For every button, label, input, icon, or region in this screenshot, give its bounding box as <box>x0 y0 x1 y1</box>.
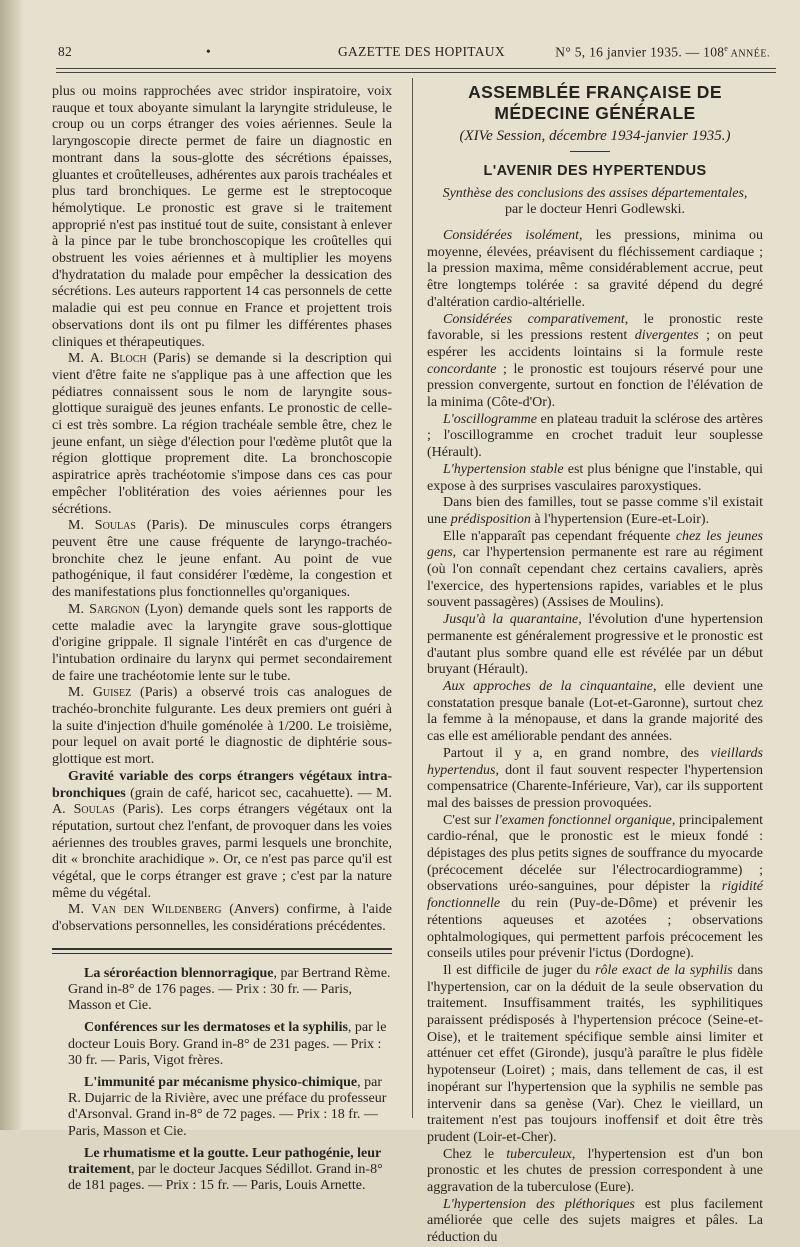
page-spine-shadow <box>0 0 24 1130</box>
paragraph: L'oscillogramme en plateau traduit la sclérose des artères ; l'oscillogramme en crochet traduit leur souplesse (Hérault). <box>427 411 763 461</box>
paragraph: L'hypertension stable est plus bénigne que l'instable, qui expose à des surprises vasculaires paroxystiques. <box>427 461 763 494</box>
article-title: L'AVENIR DES HYPERTENDUS <box>483 163 707 179</box>
header-rule <box>56 68 776 69</box>
section-rule <box>52 948 392 950</box>
paragraph: Considérées isolément, les pressions, minima ou moyenne, élevées, préavisent du fléchissement cardiaque ; la pression maxima, même considérablement accrue, peut être longtemps tolérée : sa gravité dépend du degré d'altération cardio-altérielle. <box>427 228 764 310</box>
session-line: (XIVe Session, décembre 1934-janvier 1935.) <box>459 128 731 144</box>
paragraph: C'est sur l'examen fonctionnel organique, principalement cardio-rénal, que le pronostic est le mieux fondé : dépistages des plus petits signes de souffrance du myocarde (précocement décelée sur l'électrocardiogramme) ; observations uréo-sanguines, pour dépister la rigidité fonctionnelle du rein (Puy-de-Dôme) et prévenir les rétentions aqueuses et azotées ; observations ophtalmologiques, qui permettent parfois précocement les conseils utiles pour prévenir l'ictus (Dordogne). <box>427 812 764 962</box>
paragraph-wildenberg: M. Van den Wildenberg (Anvers) confirme, à l'aide d'observations personnelles, les considérations précédentes. <box>52 902 393 935</box>
section-rule-thin <box>52 953 392 954</box>
issue-info: N° 5, 16 janvier 1935. — 108e ANNÉE. <box>555 44 770 60</box>
paragraph: Dans bien des familles, tout se passe comme s'il existait une prédisposition à l'hypertension (Eure-et-Loir). <box>427 495 763 527</box>
left-column <box>52 84 392 1195</box>
paragraph: Elle n'apparaît pas cependant fréquente chez les jeunes gens, car l'hypertension permanente est rare au régiment (où l'on connaît cependant chez certains cavaliers, après l'exercice, des hypertensions rapides, variables et le plus souvent passagères) (Assises de Moulins). <box>427 528 763 611</box>
paragraph-guisez: M. Guisez (Paris) a observé trois cas analogues de trachéo-bronchite fulgurante. Les deux premiers ont guéri à la suite d'injection d'huile goménolée à 1/200. Le troisième, pour lequel on avait porté le diagnostic de diphtérie sous-glottique est mort. <box>52 685 392 768</box>
bibliography-entry: Le rhumatisme et la goutte. Leur pathogénie, leur traitement, par le docteur Jacques Sédillot. Grand in-8° de 181 pages. — Prix : 15 fr. — Paris, Louis Arnette. <box>68 1145 383 1194</box>
header-dot: • <box>206 44 212 59</box>
running-header <box>58 44 770 64</box>
article-byline: Synthèse des conclusions des assises départementales, par le docteur Henri Godlewski. <box>442 186 748 217</box>
column-divider <box>412 78 413 1118</box>
bibliography-entry: L'immunité par mécanisme physico-chimique, par R. Dujarric de la Rivière, avec une préface du professeur d'Arsonval. Grand in-8° de 72 pages. — Prix : 18 fr. — Paris, Masson et Cie. <box>68 1075 387 1139</box>
paragraph: Aux approches de la cinquantaine, elle devient une constatation presque banale (Lot-et-Garonne), surtout chez la femme à la ménopause, et dans la grande majorité des cas elle est améliorable pendant des années. <box>427 678 763 745</box>
paragraph: Il est difficile de juger du rôle exact de la syphilis dans l'hypertension, car on la déduit de la seule observation du traitement. Insuffisamment traités, les syphilitiques paraissent prédisposés à l'hypertension précoce (Seine-et-Oise), et le traitement spécifique semble ainsi limiter et atténuer cet effet (Gironde), jusqu'à paraître le plus fidèle hypotenseur (Loiret) ; mais, dans tellement de cas, il est inopérant sur l'hypertension que la syphilis ne semble pas intervenir dans sa genèse (Var). Chez le vieillard, un traitement n'est pas toujours inoffensif et doit être très prudent (Loir-et-Cher). <box>427 962 763 1145</box>
paragraph-soulas: M. Soulas (Paris). De minuscules corps étrangers peuvent être une cause fréquente de laryngo-trachéo-bronchite chez le jeune enfant. Au point de vue pathogénique, il faut considérer l'œdème, la congestion et des manifestations plus fonctionnelles qu'organiques. <box>52 518 392 601</box>
bibliography-entry: Conférences sur les dermatoses et la syphilis, par le docteur Louis Bory. Grand in-8° de 231 pages. — Prix : 30 fr. — Paris, Vigot frères. <box>68 1020 387 1068</box>
paragraph: Considérées comparativement, le pronostic reste favorable, si les pressions restent divergentes ; on peut espérer les accidents lointains si la formule reste concordante ; le pronostic est toujours réservé pour une pression convergente, surtout en fonction de l'élévation de la minima (Côte-d'Or). <box>427 311 763 411</box>
paragraph: Chez le tuberculeux, l'hypertension est d'un bon pronostic et les chutes de pression correspondent à une aggravation de la tuberculose (Eure). <box>427 1146 763 1196</box>
paragraph-bloch: M. A. Bloch (Paris) se demande si la description qui vient d'être faite ne s'applique pas à une affection que les pédiatres connaissent sous le nom de laryngite sous-glottique suraiguë des jeunes enfants. Le pronostic de celle-ci est très sombre. La région trachéale semble être, chez le jeune enfant, un siège d'élection pour l'œdème plutôt que la région glottique proprement dite. La bronchoscopie aspiratrice après trachéotomie s'impose dans ces cas pour empêcher l'oblitération des voies aériennes pour les sécrétions. <box>52 351 392 517</box>
paragraph-vegetal-foreign-bodies: Gravité variable des corps étrangers végétaux intra-bronchiques (grain de café, haricot sec, cacahuette). — M. A. Soulas (Paris). Les corps étrangers végétaux ont la réputation, surtout chez l'enfant, de provoquer dans les voies aériennes des troubles graves, parmi lesquels une bronchite, dit « bronchite arachidique ». Or, ce n'est pas parce qu'il est végétal, que le corps étranger est grave ; c'est par la nature même du végétal. <box>52 768 392 901</box>
bibliography-entry: La séroréaction blennorragique, par Bertrand Rème. Grand in-8° de 176 pages. — Prix : 30 fr. — Paris, Masson et Cie. <box>68 965 391 1014</box>
right-column <box>427 228 763 1247</box>
paragraph: L'hypertension des pléthoriques est plus facilement améliorée que celle des sujets maigres et pâles. La réduction du <box>427 1196 763 1246</box>
title-rule <box>570 151 610 152</box>
paragraph-continuation: plus ou moins rapprochées avec stridor inspiratoire, voix rauque et toux aboyante simulant la laryngite striduleuse, le croup ou un corps étranger des voies aériennes. Seule la laryngoscopie directe permet de faire un diagnostic en montrant dans la sous-glotte des sécrétions épaisses, gluantes et croûtelleuses, adhérentes aux parois trachéales et plus tard bronchiques. Le germe est le streptocoque hémolytique. Le pronostic est grave si le traitement approprié n'est pas institué tout de suite, consistant à enlever à la pince par le tube bronchoscopique les croûtelles qui obstruent les voies aériennes et à multiplier les moyens d'hydratation du malade pour empêcher la dessication des sécrétions. Les auteurs rapportent 14 cas personnels de cette maladie qui est peu connue en France et projettent trois observations dont ils ont pu filmer les différentes phases cliniques et thérapeutiques. <box>52 84 392 350</box>
header-rule-2 <box>56 72 776 73</box>
journal-title: GAZETTE DES HOPITAUX <box>338 44 505 59</box>
paragraph: Jusqu'à la quarantaine, l'évolution d'une hypertension permanente est généralement progressive et le pronostic est d'autant plus sombre quand elle est révélée par un début bruyant (Hérault). <box>427 612 763 678</box>
paragraph-sargnon: M. Sargnon (Lyon) demande quels sont les rapports de cette maladie avec la laryngite grave sous-glottique d'origine grippale. Il signale l'intérêt en cas d'urgence de l'intubation ordinaire du larynx qui permet secondairement de faire une trachéotomie lente sur le tube. <box>52 601 393 684</box>
page-number: 82 <box>58 44 73 59</box>
section-title: ASSEMBLÉE FRANÇAISE DE MÉDECINE GÉNÉRALE <box>468 82 722 123</box>
paragraph: Partout il y a, en grand nombre, des vieillards hypertendus, dont il faut souvent respecter l'hypertension compensatrice (Charente-Inférieure, Var), car ils supportent mal des baisses de pression provoquées. <box>427 745 763 811</box>
